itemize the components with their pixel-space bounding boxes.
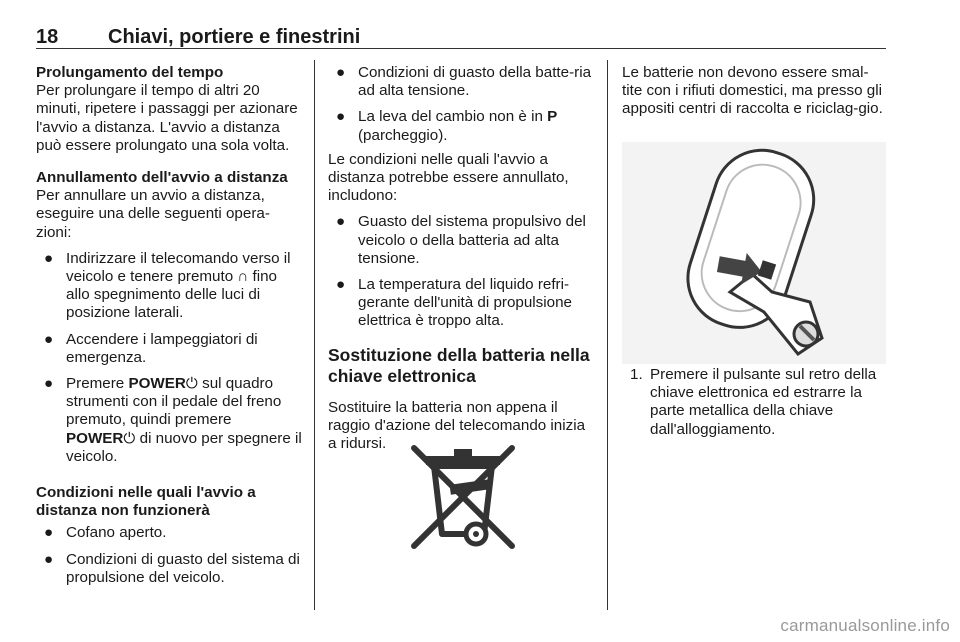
list-item <box>328 213 594 268</box>
paragraph-cancel-conditions: Le condizioni nelle quali l'avvio a distanza potrebbe essere annullato, includono: <box>328 150 569 205</box>
list-item <box>328 276 594 331</box>
column-3 <box>622 64 888 119</box>
header-rule <box>36 48 886 49</box>
paragraph-cancel-remote-start: Per annullare un avvio a distanza, eseguire una delle seguenti opera-zioni: <box>36 187 270 241</box>
text-segment: (parcheggio). <box>358 126 448 144</box>
power-icon: ⏻ <box>123 429 136 447</box>
power-keyword: POWER <box>66 429 124 447</box>
crossed-bin-icon <box>404 436 522 554</box>
watermark: carmanualsonline.info <box>780 616 950 635</box>
step-number: 1. <box>630 366 643 383</box>
power-keyword: POWER <box>128 375 186 393</box>
bullet-icon: ● <box>336 276 346 294</box>
column-2 <box>328 64 594 453</box>
list-item <box>36 250 302 323</box>
list-item-text: Premere il pulsante sul retro della chiave elettronica ed estrarre la parte metallica della chiave dall'alloggiamento. <box>650 366 877 438</box>
bullet-icon: ● <box>336 213 346 231</box>
gear-p-keyword: P <box>547 108 558 126</box>
bullet-icon: ● <box>44 524 54 542</box>
text-segment: sul quadro strumenti con il pedale del freno premuto, quindi premere <box>66 375 282 429</box>
column-3-steps <box>622 366 888 439</box>
key-fob-illustration <box>622 142 886 364</box>
list-item <box>622 366 888 439</box>
list-item <box>328 64 594 100</box>
text-segment: Premere <box>66 375 129 393</box>
column-divider-1 <box>314 60 315 610</box>
bullet-icon: ● <box>336 64 346 81</box>
subheading-conditions-not-working: Condizioni nelle quali l'avvio a distanza non funzionerà <box>36 484 256 520</box>
column-divider-2 <box>607 60 608 610</box>
list-item <box>36 551 302 587</box>
list-item-text: Accendere i lampeggiatori di emergenza. <box>66 330 258 366</box>
list-item-text: Guasto del sistema propulsivo del veicolo o della batteria ad alta tensione. <box>358 213 586 267</box>
subheading-time-extension: Prolungamento del tempo <box>36 64 224 81</box>
text-segment: di nuovo per spegnere il veicolo. <box>66 429 302 465</box>
list-item-text: La temperatura del liquido refri-gerante dell'unità di propulsione elettrica è troppo alta. <box>358 276 572 330</box>
list-item-text: Condizioni di guasto del sistema di propulsione del veicolo. <box>66 550 300 586</box>
column-1 <box>36 64 302 587</box>
text-segment: La leva del cambio non è in <box>358 108 548 126</box>
paragraph-battery-disposal: Le batterie non devono essere smal-tite con i rifiuti domestici, ma presso gli appositi centri di raccolta e riciclag-gio. <box>622 64 883 118</box>
list-item <box>328 108 594 144</box>
section-title-battery-replacement: Sostituzione della batteria nella chiave elettronica <box>328 344 590 386</box>
bullet-icon: ● <box>336 108 346 126</box>
power-icon: ⏻ <box>185 375 198 393</box>
list-item-text: Indirizzare il telecomando verso il veicolo e tenere premuto ∩ fino allo spegnimento delle luci di posizione laterali. <box>66 249 291 322</box>
page-header <box>36 20 886 50</box>
page-number: 18 <box>36 26 59 48</box>
bullet-icon: ● <box>44 249 54 267</box>
list-item-text: Condizioni di guasto della batte-ria ad alta tensione. <box>358 64 592 100</box>
paragraph-time-extension: Per prolungare il tempo di altri 20 minuti, ripetere i passaggi per azionare l'avvio a distanza. L'avvio a distanza può essere prolungato una sola volta. <box>36 82 298 154</box>
bullet-icon: ● <box>44 550 54 568</box>
list-item <box>36 524 302 542</box>
subheading-cancel-remote-start: Annullamento dell'avvio a distanza <box>36 169 288 187</box>
list-item <box>36 375 302 466</box>
bullet-icon: ● <box>44 330 54 348</box>
list-item-text <box>66 375 302 465</box>
paragraph-replace-battery: Sostituire la batteria non appena il raggio d'azione del telecomando inizia a ridursi. <box>328 398 586 453</box>
list-item-text <box>358 108 557 143</box>
bullet-icon: ● <box>44 375 54 393</box>
list-item <box>36 331 302 367</box>
list-item-text: Cofano aperto. <box>66 524 167 542</box>
chapter-title: Chiavi, portiere e finestrini <box>108 26 361 48</box>
